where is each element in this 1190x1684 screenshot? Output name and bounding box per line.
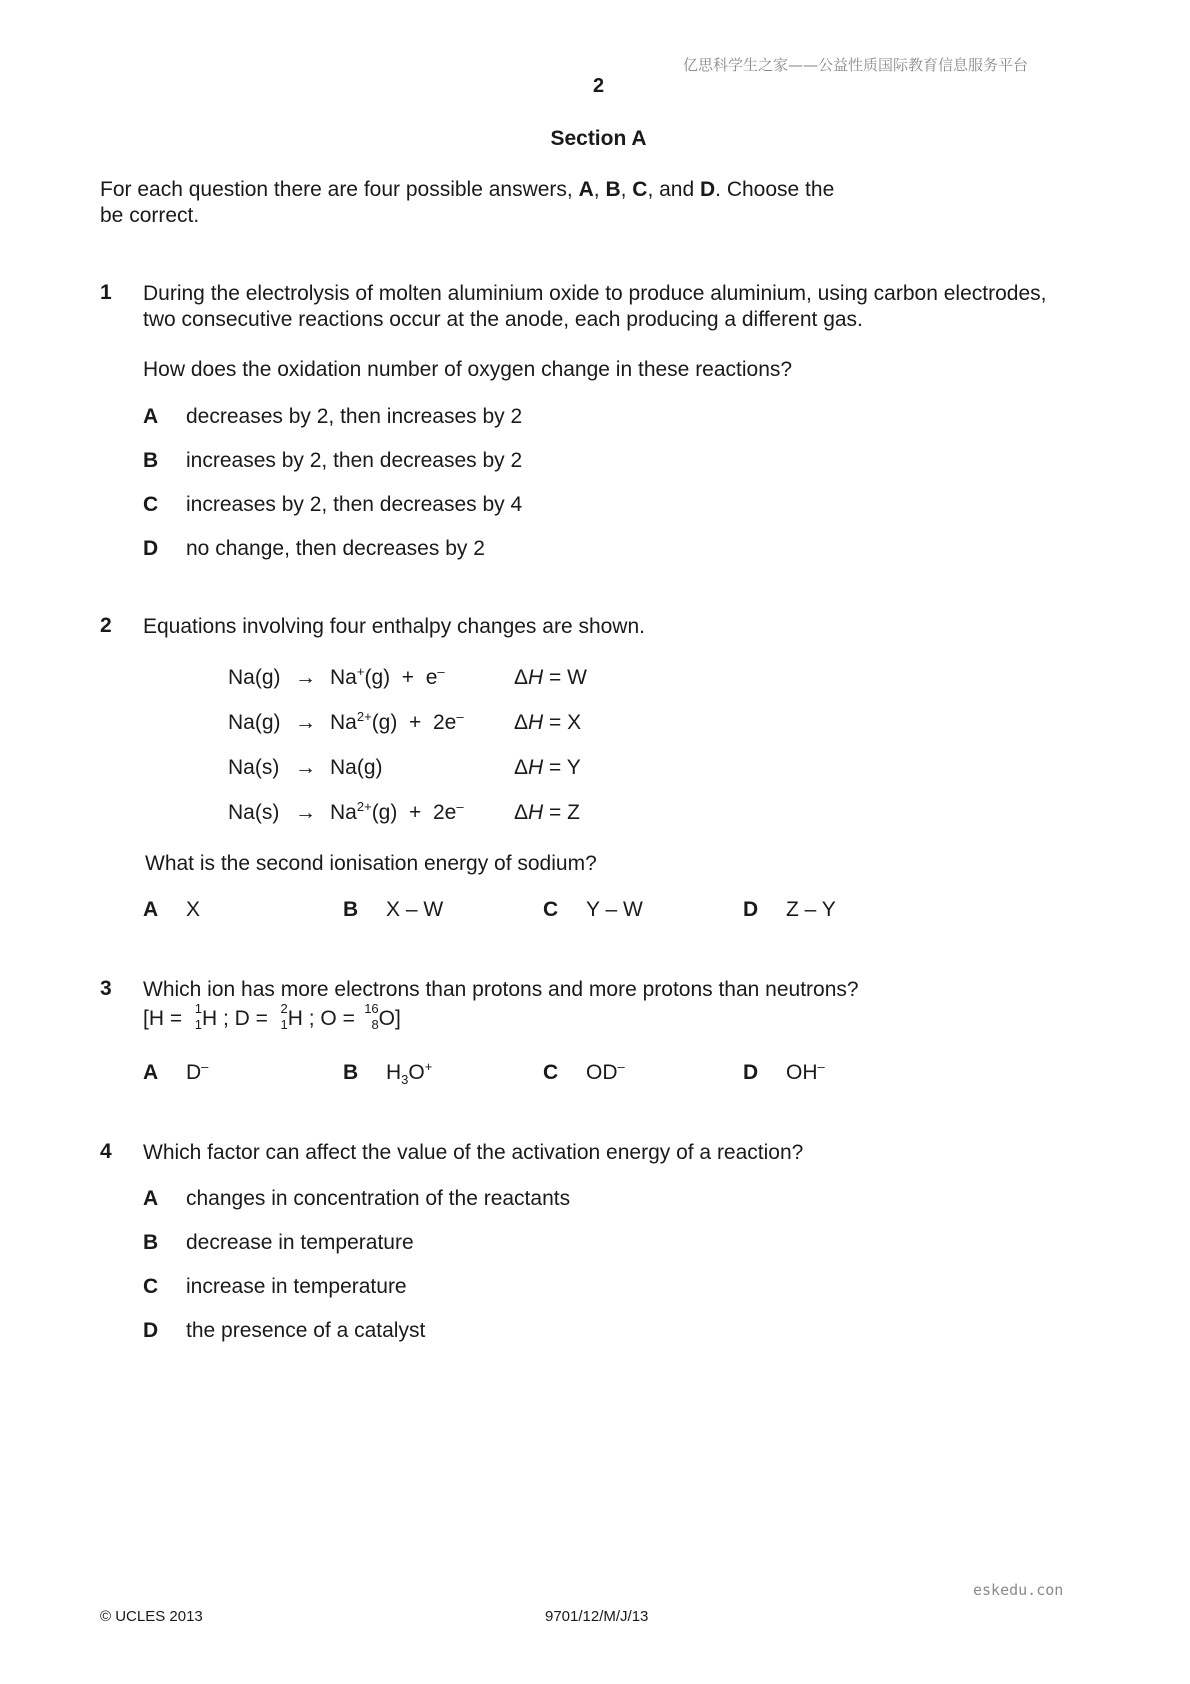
q4-option-b-letter: B (143, 1231, 159, 1254)
instructions-text: For each question there are four possible answers, (100, 178, 579, 201)
q1-option-a-letter: A (143, 405, 159, 428)
instr-letter-c: C (632, 178, 648, 201)
q2-option-c-letter: C (543, 898, 559, 921)
instr-letter-b: B (605, 178, 621, 201)
q2-option-d-letter: D (743, 898, 759, 921)
equation-4-enthalpy: ΔH = Z (514, 801, 580, 824)
q3-option-d-text: OH– (786, 1059, 825, 1084)
footer-copyright: © UCLES 2013 (100, 1608, 203, 1625)
instructions: For each question there are four possible answers, A, B, C, and D. Choose the be correct. (100, 178, 835, 227)
q1-option-d-letter: D (143, 537, 159, 560)
instr-letter-a: A (578, 178, 594, 201)
q4-option-c-text: increase in temperature (186, 1275, 407, 1298)
question-1-stem: During the electrolysis of molten aluminium oxide to produce aluminium, using carbon electrodes, two consecutive reactions occur at the anode, each producing a different gas. (143, 282, 1047, 331)
instr-letter-d: D (700, 178, 716, 201)
q3-option-b-text: $H_3O^+$ (386, 1059, 433, 1088)
equation-3-lhs: Na(s) (228, 756, 280, 779)
section-title: Section A (550, 127, 647, 150)
q1-option-c-text: increases by 2, then decreases by 4 (186, 493, 523, 516)
q2-option-b-text: X – W (386, 898, 444, 921)
q4-option-c-letter: C (143, 1275, 159, 1298)
isotope-h: 1 1 (194, 1001, 202, 1032)
equation-arrow: → (295, 801, 316, 824)
equation-2-lhs: Na(g) (228, 711, 281, 734)
q3-option-c-text: OD– (586, 1059, 625, 1084)
q1-option-b-letter: B (143, 449, 159, 472)
q4-option-d-text: the presence of a catalyst (186, 1319, 426, 1342)
q4-option-a-letter: A (143, 1187, 159, 1210)
question-3-stem: Which ion has more electrons than protons and more protons than neutrons? (143, 978, 859, 1001)
question-1-number: 1 (100, 281, 112, 304)
footer-watermark: eskedu.con (973, 1581, 1064, 1599)
question-2-question: What is the second ionisation energy of sodium? (145, 852, 597, 875)
equation-arrow: → (295, 666, 316, 689)
equation-4-rhs: $Na^{2+}(g) + 2e^-$ (330, 799, 464, 824)
q4-option-b-text: decrease in temperature (186, 1231, 414, 1254)
q2-option-d-text: Z – Y (786, 898, 836, 921)
q1-option-d-text: no change, then decreases by 2 (186, 537, 485, 560)
q3-option-a-letter: A (143, 1061, 159, 1084)
q3-option-a-text: D– (186, 1059, 209, 1084)
question-3-isotopes: [H = 1 1 H ; D = 2 1 H ; O = 16 8 O] (143, 1001, 401, 1032)
header-watermark: 亿思科学生之家——公益性质国际教育信息服务平台 (683, 56, 1029, 74)
q1-option-c-letter: C (143, 493, 159, 516)
equation-arrow: → (295, 711, 316, 734)
q3-option-c-letter: C (543, 1061, 559, 1084)
q1-option-a-text: decreases by 2, then increases by 2 (186, 405, 523, 428)
equation-3-enthalpy: ΔH = Y (514, 756, 581, 779)
q4-option-d-letter: D (143, 1319, 159, 1342)
equation-4-lhs: Na(s) (228, 801, 280, 824)
equation-1-enthalpy: ΔH = W (514, 666, 587, 689)
equation-1-rhs: Na+(g) + e– (330, 664, 445, 689)
question-4-question: Which factor can affect the value of the activation energy of a reaction? (143, 1141, 804, 1164)
page-number: 2 (592, 75, 605, 97)
q2-option-a-text: X (186, 898, 201, 921)
question-2-intro: Equations involving four enthalpy changes are shown. (143, 615, 645, 638)
q2-option-b-letter: B (343, 898, 359, 921)
q4-option-a-text: changes in concentration of the reactants (186, 1187, 571, 1210)
instructions-line2: be correct. (100, 204, 200, 227)
equation-arrow: → (295, 756, 316, 779)
equation-2-enthalpy: ΔH = X (514, 711, 582, 734)
question-3-number: 3 (100, 977, 112, 1000)
equation-1-lhs: Na(g) (228, 666, 281, 689)
question-1-question: How does the oxidation number of oxygen change in these reactions? (143, 358, 793, 381)
isotope-o: 16 8 (364, 1001, 379, 1032)
q2-option-c-text: Y – W (586, 898, 643, 921)
question-2-number: 2 (100, 614, 112, 637)
isotope-d: 2 1 (280, 1001, 288, 1032)
q3-option-d-letter: D (743, 1061, 759, 1084)
q3-option-b-letter: B (343, 1061, 359, 1084)
equation-3-rhs: Na(g) (330, 756, 383, 779)
equation-2-rhs: $Na^{2+}(g) + 2e^-$ (330, 709, 464, 734)
question-4-number: 4 (100, 1140, 112, 1163)
footer-paper-code: 9701/12/M/J/13 (545, 1608, 649, 1625)
q1-option-b-text: increases by 2, then decreases by 2 (186, 449, 523, 472)
q2-option-a-letter: A (143, 898, 159, 921)
